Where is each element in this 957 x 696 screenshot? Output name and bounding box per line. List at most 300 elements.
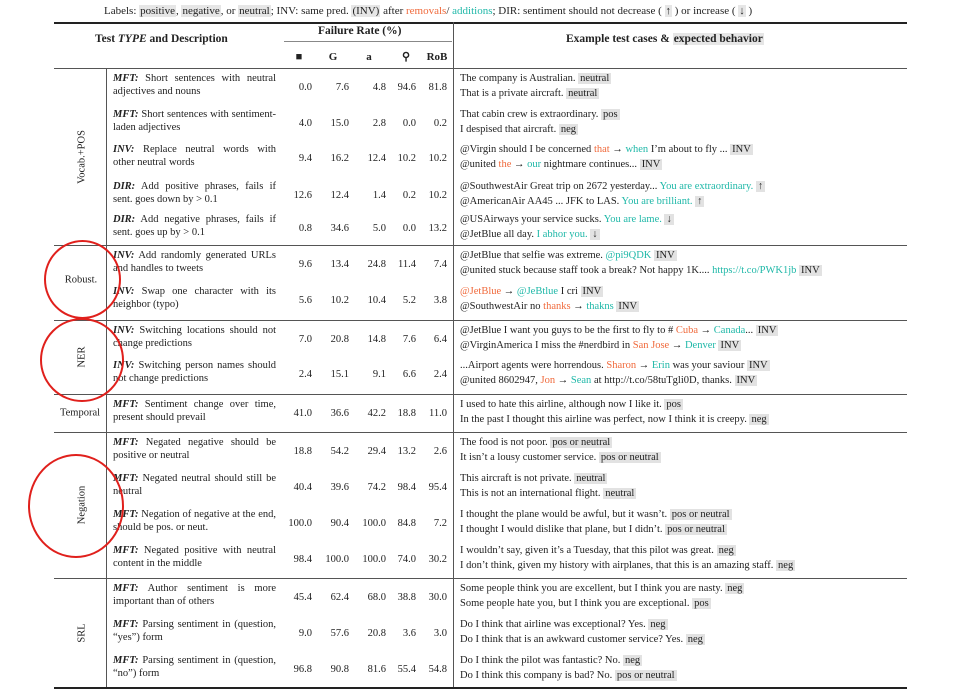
example-text: → [570, 301, 587, 312]
failure-rate-value: 10.2 [330, 295, 349, 306]
expected-behavior: pos or neutral [552, 437, 611, 448]
failure-rate-value: 2.8 [372, 118, 386, 129]
expected-behavior: neg [727, 583, 743, 594]
test-type: MFT: [113, 583, 139, 594]
expected-behavior: ↓ [666, 214, 672, 225]
example-line [460, 179, 950, 194]
added-text: I abhor you. [536, 229, 588, 240]
test-type: INV: [113, 250, 135, 261]
failure-rate-value: 0.0 [298, 82, 312, 93]
example-test-cases [460, 435, 950, 465]
category-srl: SRL [76, 623, 88, 643]
model-header-3: ⚲ [401, 51, 411, 63]
example-line [460, 157, 950, 172]
example-text: @united [460, 159, 499, 170]
added-text: @JeBtlue [516, 286, 559, 297]
test-description-text: Parsing sentiment in (question, “no”) form [113, 655, 276, 679]
test-description-text: Switching person names should not change predictions [113, 360, 277, 384]
failure-rate-value: 7.4 [433, 259, 447, 270]
expected-behavior: INV [801, 265, 820, 276]
expected-behavior: neutral [605, 488, 635, 499]
example-test-cases [460, 71, 950, 101]
failure-rate-value: 4.0 [298, 118, 312, 129]
failure-rate-value: 34.6 [330, 223, 349, 234]
failure-rate-value: 98.4 [293, 554, 312, 565]
example-test-cases [460, 142, 950, 172]
failure-rate-value: 2.6 [433, 446, 447, 457]
expected-behavior: neg [718, 545, 734, 556]
test-type: INV: [113, 325, 135, 336]
test-description [113, 324, 276, 350]
test-description [113, 143, 276, 169]
test-type: MFT: [113, 545, 139, 556]
example-test-cases [460, 358, 950, 388]
failure-rate-value: 30.0 [428, 592, 447, 603]
test-type: MFT: [113, 619, 139, 630]
example-line [460, 507, 950, 522]
failure-rate-value: 39.6 [330, 482, 349, 493]
example-text: @united stuck because staff took a break? Not happy 1K.... [460, 265, 713, 276]
added-text: when [625, 144, 649, 155]
test-description-text: Negated negative should be positive or neutral [113, 437, 276, 461]
expected-behavior: ↑ [697, 196, 703, 207]
test-type: MFT: [113, 509, 139, 520]
example-line [460, 248, 950, 263]
expected-behavior: neg [687, 634, 703, 645]
header-failure-rate: Failure Rate (%) [318, 25, 402, 37]
example-test-cases [460, 543, 950, 573]
failure-rate-value: 2.4 [433, 369, 447, 380]
example-test-cases [460, 507, 950, 537]
example-test-cases [460, 248, 950, 278]
test-description [113, 359, 276, 385]
failure-rate-value: 15.0 [330, 118, 349, 129]
legend-additions: additions [452, 5, 493, 17]
example-test-cases [460, 212, 950, 242]
test-type: INV: [113, 144, 135, 155]
added-text: https://t.co/PWK1jb [712, 265, 797, 276]
example-text: → [555, 375, 571, 386]
test-type: DIR: [113, 214, 136, 225]
top-rule [54, 22, 907, 24]
removed-text: @JetBlue [460, 286, 502, 297]
added-text: @pi9QDK [605, 250, 652, 261]
example-text: was your saviour [669, 360, 747, 371]
example-line [460, 471, 950, 486]
example-text: @SouthwestAir Great trip on 2672 yesterday... [460, 181, 660, 192]
failure-rate-value: 20.8 [330, 334, 349, 345]
header-rule [54, 68, 907, 69]
example-line [460, 543, 950, 558]
failure-rate-value: 0.0 [402, 223, 416, 234]
test-type: MFT: [113, 437, 139, 448]
example-line [460, 284, 950, 299]
example-text: @JetBlue all day. [460, 229, 537, 240]
header-text: and Description [146, 33, 228, 45]
example-text: I’m about to fly ... [648, 144, 731, 155]
example-line [460, 486, 950, 501]
failure-rate-value: 16.2 [330, 153, 349, 164]
test-description [113, 213, 276, 239]
example-line [460, 323, 950, 338]
example-line [460, 653, 950, 668]
test-type: MFT: [113, 399, 139, 410]
failure-rate-value: 20.8 [367, 628, 386, 639]
example-text: That cabin crew is extraordinary. [460, 109, 602, 120]
added-text: Sean [570, 375, 592, 386]
failure-rate-value: 10.2 [397, 153, 416, 164]
expected-behavior: INV [736, 375, 756, 386]
test-description-text: Switching locations should not change predictions [113, 325, 276, 349]
expected-behavior: neg [778, 560, 794, 571]
example-text: @USAirways your service sucks. [460, 214, 604, 225]
failure-rate-value: 38.8 [397, 592, 416, 603]
example-line [460, 122, 950, 137]
example-test-cases [460, 323, 950, 353]
failure-rate-value: 95.4 [428, 482, 447, 493]
legend-sep: , [175, 5, 182, 17]
test-description [113, 180, 276, 206]
test-description [113, 618, 276, 644]
failure-rate-value: 24.8 [367, 259, 386, 270]
example-text: → [511, 159, 528, 170]
failure-rate-value: 94.6 [397, 82, 416, 93]
failure-rate-value: 18.8 [397, 408, 416, 419]
bottom-rule [54, 687, 907, 689]
failure-rate-value: 2.4 [298, 369, 312, 380]
example-text: In the past I thought this airline was perfect, now I think it is creepy. [460, 414, 750, 425]
example-text: I wouldn’t say, given it’s a Tuesday, that this pilot was great. [460, 545, 717, 556]
failure-rate-value: 30.2 [428, 554, 447, 565]
test-type: MFT: [113, 109, 139, 120]
failure-rate-value: 98.4 [397, 482, 416, 493]
header-type-em: TYPE [117, 33, 147, 45]
failure-rate-value: 0.2 [433, 118, 447, 129]
example-line [460, 227, 950, 242]
test-description [113, 508, 276, 534]
test-description [113, 398, 276, 424]
failure-rate-value: 40.4 [293, 482, 312, 493]
red-circle-annotation [40, 318, 124, 402]
test-description-text: Swap one character with its neighbor (typo) [113, 286, 277, 310]
test-description-text: Short sentences with neutral adjectives and nouns [113, 73, 277, 97]
failure-rate-value: 7.6 [335, 82, 349, 93]
failure-rate-value: 14.8 [367, 334, 386, 345]
expected-behavior: neutral [568, 88, 598, 99]
failure-rate-value: 0.0 [402, 118, 416, 129]
failure-rate-value: 9.4 [298, 153, 312, 164]
failure-rate-value: 42.2 [367, 408, 386, 419]
header-expected-behavior: expected behavior [673, 33, 763, 45]
example-text: I used to hate this airline, although now I like it. [460, 399, 665, 410]
failure-rate-value: 0.8 [298, 223, 312, 234]
example-test-cases [460, 617, 950, 647]
group-rule [54, 245, 907, 246]
test-type: MFT: [113, 473, 139, 484]
failure-rate-value: 81.6 [367, 664, 386, 675]
example-line [460, 632, 950, 647]
red-circle-annotation [28, 454, 124, 558]
failure-rate-value: 74.2 [367, 482, 386, 493]
removed-text: Cuba [675, 325, 699, 336]
example-line [460, 581, 950, 596]
test-description [113, 285, 276, 311]
expected-behavior: pos or neutral [671, 509, 730, 520]
failure-rate-value: 3.6 [402, 628, 416, 639]
expected-behavior: INV [748, 360, 768, 371]
example-line [460, 107, 950, 122]
example-text: ... [745, 325, 756, 336]
legend-dir-text2: ) or increase ( [672, 5, 739, 17]
removed-text: San Jose [632, 340, 670, 351]
failure-rate-value: 9.0 [298, 628, 312, 639]
example-line [460, 263, 950, 278]
legend-inv: (INV) [352, 5, 380, 17]
legend-positive: positive [140, 5, 175, 17]
test-description [113, 544, 276, 570]
failure-rate-value: 100.0 [325, 554, 349, 565]
expected-behavior: INV [720, 340, 740, 351]
expected-behavior: neutral [576, 473, 606, 484]
header-examples [566, 32, 764, 46]
test-description [113, 436, 276, 462]
failure-rate-value: 84.8 [397, 518, 416, 529]
failure-rate-value: 5.2 [402, 295, 416, 306]
example-line [460, 668, 950, 683]
failure-rate-value: 4.8 [372, 82, 386, 93]
example-text: It isn’t a lousy customer service. [460, 452, 599, 463]
example-test-cases [460, 471, 950, 501]
test-description-text: Negated positive with neutral content in the middle [113, 545, 276, 569]
example-text: The food is not poor. [460, 437, 551, 448]
failure-rate-value: 54.8 [428, 664, 447, 675]
example-text: I cri [558, 286, 581, 297]
failure-rate-value: 11.0 [429, 408, 447, 419]
group-rule [54, 578, 907, 579]
expected-behavior: pos or neutral [600, 452, 659, 463]
test-type: INV: [113, 360, 135, 371]
failure-rate-value: 57.6 [330, 628, 349, 639]
category-ner: NER [76, 346, 88, 368]
test-description [113, 582, 276, 608]
example-line [460, 397, 950, 412]
labels-legend [104, 4, 904, 18]
example-text: at http://t.co/58tuTgli0D, thanks. [591, 375, 735, 386]
expected-behavior: INV [582, 286, 602, 297]
test-description-text: Add negative phrases, fails if sent. goes up by > 0.1 [113, 214, 276, 238]
failure-rate-value: 12.6 [293, 190, 312, 201]
failure-rate-value: 6.4 [433, 334, 447, 345]
example-text: → [698, 325, 714, 336]
example-text: @VirginAmerica I miss the #nerdbird in [460, 340, 633, 351]
expected-behavior: neutral [580, 73, 610, 84]
example-line [460, 450, 950, 465]
model-header-1: G [328, 51, 338, 63]
example-text: nightmare continues... [541, 159, 640, 170]
failure-rule [284, 41, 452, 42]
expected-behavior: neg [650, 619, 666, 630]
test-description [113, 108, 276, 134]
group-rule [54, 394, 907, 395]
example-text: That is a private aircraft. [460, 88, 567, 99]
failure-rate-value: 12.4 [367, 153, 386, 164]
expected-behavior: ↑ [757, 181, 764, 192]
example-test-cases [460, 653, 950, 683]
header-text: Test [95, 33, 118, 45]
failure-rate-value: 10.2 [428, 153, 447, 164]
removed-text: thanks [543, 301, 571, 312]
example-line [460, 373, 950, 388]
expected-behavior: pos [603, 109, 618, 120]
category-temporal: Temporal [59, 407, 101, 419]
header-type-description [95, 32, 228, 46]
failure-rate-value: 36.6 [330, 408, 349, 419]
failure-rate-value: 55.4 [397, 664, 416, 675]
failure-rate-value: 7.6 [402, 334, 416, 345]
example-text: → [669, 340, 685, 351]
test-description-text: Negated neutral should still be neutral [113, 473, 277, 497]
test-description-text: Sentiment change over time, present should prevail [113, 399, 276, 423]
failure-rate-value: 13.2 [428, 223, 447, 234]
added-text: You are brilliant. [621, 196, 693, 207]
failure-rate-value: 96.8 [293, 664, 312, 675]
example-line [460, 299, 950, 314]
example-text: Do I think this company is bad? No. [460, 670, 615, 681]
test-description-text: Add randomly generated URLs and handles to tweets [113, 250, 277, 274]
failure-rate-value: 7.2 [433, 518, 447, 529]
example-text: → [501, 286, 517, 297]
expected-behavior: neg [751, 414, 767, 425]
legend-sep: , or [220, 5, 239, 17]
example-test-cases [460, 397, 950, 427]
example-text: Do I think that airline was exceptional? Yes. [460, 619, 649, 630]
example-text: Do I think the pilot was fantastic? No. [460, 655, 624, 666]
example-text: @JetBlue I want you guys to be the first to fly to # [460, 325, 676, 336]
example-line [460, 558, 950, 573]
added-text: thakns [586, 301, 614, 312]
example-text: The company is Australian. [460, 73, 579, 84]
example-line [460, 212, 950, 227]
legend-down-arrow: ↓ [739, 5, 745, 17]
failure-rate-value: 62.4 [330, 592, 349, 603]
failure-rate-value: 5.0 [372, 223, 386, 234]
example-text: I thought the plane would be awful, but it wasn’t. [460, 509, 670, 520]
test-description-text: Negation of negative at the end, should be pos. or neut. [113, 509, 277, 533]
example-text: @AmericanAir AA45 ... JFK to LAS. [460, 196, 622, 207]
test-description-text: Add positive phrases, fails if sent. goes down by > 0.1 [113, 181, 277, 205]
expected-behavior: neg [625, 655, 641, 666]
failure-rate-value: 41.0 [293, 408, 312, 419]
example-text: ...Airport agents were horrendous. [460, 360, 607, 371]
added-text: Erin [651, 360, 670, 371]
example-text: I don’t think, given my history with airplanes, that this is an amazing staff. [460, 560, 777, 571]
expected-behavior: pos [666, 399, 682, 410]
example-text: This aircraft is not private. [460, 473, 575, 484]
failure-rate-value: 1.4 [372, 190, 386, 201]
failure-rate-value: 6.6 [402, 369, 416, 380]
failure-rate-value: 68.0 [367, 592, 386, 603]
failure-rate-value: 12.4 [330, 190, 349, 201]
failure-rate-value: 54.2 [330, 446, 349, 457]
expected-behavior: neg [560, 124, 577, 135]
failure-rate-value: 90.8 [330, 664, 349, 675]
failure-rate-value: 90.4 [330, 518, 349, 529]
example-line [460, 71, 950, 86]
example-line [460, 596, 950, 611]
failure-rate-value: 100.0 [362, 554, 386, 565]
test-description [113, 72, 276, 98]
example-text: → [609, 144, 626, 155]
added-text: You are extraordinary. [659, 181, 754, 192]
removed-text: Jon [540, 375, 556, 386]
legend-removals: removals [406, 5, 447, 17]
example-line [460, 194, 950, 209]
failure-rate-value: 11.4 [398, 259, 416, 270]
test-description [113, 654, 276, 680]
example-text: I thought I would dislike that plane, but I didn’t. [460, 524, 666, 535]
legend-after: after [380, 5, 407, 17]
examples-separator [453, 22, 454, 688]
category-negation: Negation [76, 485, 88, 525]
example-text: This is not an international flight. [460, 488, 604, 499]
expected-behavior: ↓ [592, 229, 598, 240]
failure-rate-value: 3.0 [433, 628, 447, 639]
failure-rate-value: 9.1 [372, 369, 386, 380]
red-circle-annotation [44, 240, 121, 319]
example-text: Some people think you are excellent, but I think you are nasty. [460, 583, 726, 594]
example-text: I despised that aircraft. [460, 124, 559, 135]
test-description [113, 472, 276, 498]
example-text: Do I think that is an awkward customer service? Yes. [460, 634, 686, 645]
test-description-text: Short sentences with sentiment-laden adjectives [113, 109, 276, 133]
removed-text: Sharon [606, 360, 637, 371]
test-description-text: Author sentiment is more important than of others [113, 583, 276, 607]
failure-rate-value: 9.6 [298, 259, 312, 270]
failure-rate-value: 29.4 [367, 446, 386, 457]
legend-end: ) [745, 5, 753, 17]
added-text: You are lame. [603, 214, 662, 225]
failure-rate-value: 0.2 [402, 190, 416, 201]
legend-negative: negative [182, 5, 220, 17]
model-header-2: a [366, 51, 372, 63]
removed-text: the [498, 159, 512, 170]
legend-up-arrow: ↑ [665, 5, 671, 17]
example-test-cases [460, 179, 950, 209]
expected-behavior: pos or neutral [616, 670, 675, 681]
failure-rate-value: 13.4 [330, 259, 349, 270]
example-line [460, 435, 950, 450]
expected-behavior: INV [618, 301, 638, 312]
example-line [460, 522, 950, 537]
example-line [460, 142, 950, 157]
test-description-text: Parsing sentiment in (question, “yes”) form [113, 619, 276, 643]
example-text: Some people hate you, but I think you are exceptional. [460, 598, 693, 609]
test-description-text: Replace neutral words with other neutral words [113, 144, 276, 168]
example-text: @Virgin should I be concerned [460, 144, 594, 155]
failure-rate-value: 74.0 [397, 554, 416, 565]
group-rule [54, 432, 907, 433]
category-robustness: Robust. [64, 274, 98, 286]
failure-rate-value: 15.1 [330, 369, 349, 380]
legend-neutral: neutral [239, 5, 270, 17]
expected-behavior: INV [641, 159, 661, 170]
example-line [460, 338, 950, 353]
legend-prefix: Labels: [104, 5, 140, 17]
test-type: DIR: [113, 181, 136, 192]
failure-rate-value: 10.2 [428, 190, 447, 201]
test-type: INV: [113, 286, 135, 297]
expected-behavior: pos [694, 598, 709, 609]
